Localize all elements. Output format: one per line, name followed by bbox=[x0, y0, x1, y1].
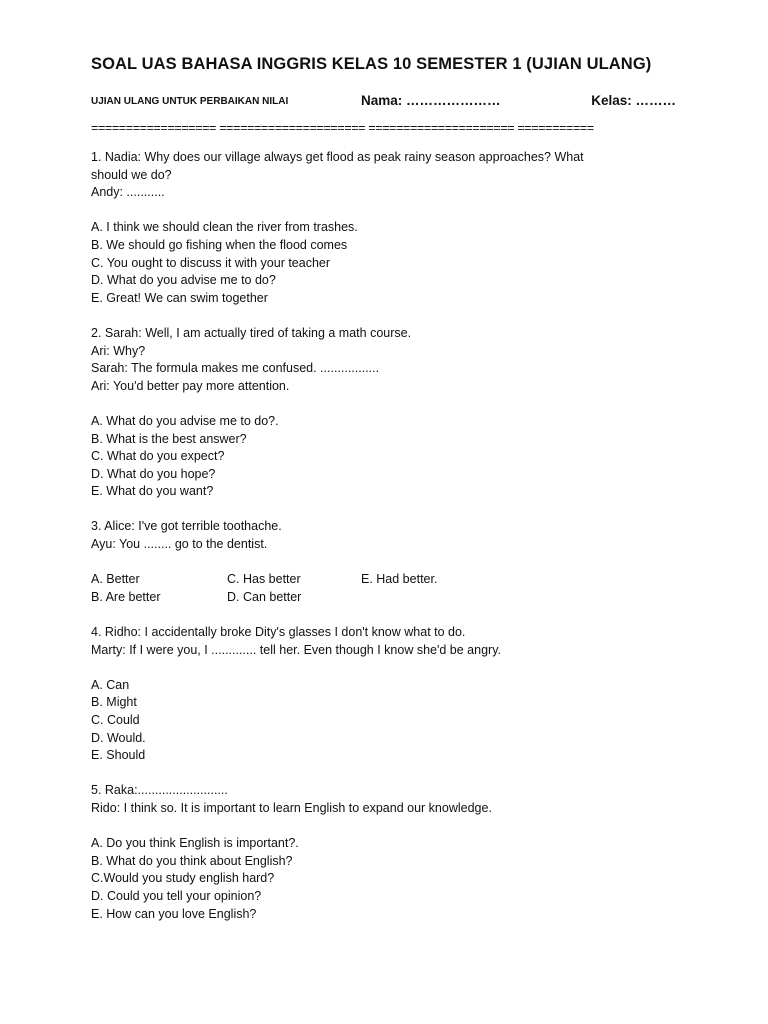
answer-option: A. Better bbox=[91, 572, 140, 587]
question-text: Rido: I think so. It is important to learn English to expand our knowledge. bbox=[91, 800, 492, 815]
answer-option: B. Are better bbox=[91, 589, 161, 604]
answer-option: A. What do you advise me to do?. bbox=[91, 413, 279, 428]
answer-option: C. Could bbox=[91, 713, 140, 727]
answer-option: D. Would. bbox=[91, 730, 146, 745]
answer-option: B. What do you think about English? bbox=[91, 853, 293, 868]
answer-option: E. How can you love English? bbox=[91, 906, 257, 921]
exam-title: SOAL UAS BAHASA INGGRIS KELAS 10 SEMESTER 1 (UJIAN ULANG) bbox=[91, 55, 652, 73]
question-list bbox=[91, 149, 691, 923]
answer-option: B. We should go fishing when the flood comes bbox=[91, 237, 348, 252]
answer-option: B. What is the best answer? bbox=[91, 431, 247, 446]
answer-option: A. Can bbox=[91, 677, 130, 692]
exam-subtitle: UJIAN ULANG UNTUK PERBAIKAN NILAI bbox=[91, 96, 289, 107]
question-4 bbox=[91, 624, 691, 782]
question-text: 3. Alice: I've got terrible toothache. bbox=[91, 519, 282, 534]
answer-option: D. Could you tell your opinion? bbox=[91, 888, 262, 903]
question-text: 5. Raka:.......................... bbox=[91, 783, 228, 798]
question-text: Ari: You'd better pay more attention. bbox=[91, 378, 290, 393]
answer-option: A. I think we should clean the river from trashes. bbox=[91, 220, 358, 235]
name-field-label: Nama: ………………… bbox=[361, 93, 501, 108]
answer-option: D. Can better bbox=[227, 589, 302, 604]
answer-option: C. What do you expect? bbox=[91, 449, 225, 464]
answer-option: E. What do you want? bbox=[91, 484, 214, 499]
answer-option: A. Do you think English is important?. bbox=[91, 836, 299, 851]
question-1 bbox=[91, 149, 691, 325]
question-text: Andy: ........... bbox=[91, 185, 165, 200]
answer-option: D. What do you advise me to do? bbox=[91, 273, 276, 288]
question-text: 4. Ridho: I accidentally broke Dity's glasses I don't know what to do. bbox=[91, 625, 466, 640]
question-text: Ayu: You ........ go to the dentist. bbox=[91, 537, 268, 552]
answer-option: C. Has better bbox=[227, 572, 301, 587]
answer-option: C.Would you study english hard? bbox=[91, 871, 275, 886]
answer-option: B. Might bbox=[91, 695, 137, 710]
question-3 bbox=[91, 518, 691, 624]
class-field-label: Kelas: ……… bbox=[591, 93, 676, 108]
answer-option: E. Great! We can swim together bbox=[91, 290, 268, 305]
question-text: 1. Nadia: Why does our village always get flood as peak rainy season approaches? What bbox=[91, 150, 584, 164]
answer-option-row bbox=[91, 589, 691, 607]
divider-line: ================== ===================== ===================== =========== bbox=[91, 121, 594, 135]
question-text: should we do? bbox=[91, 167, 172, 182]
answer-option: E. Should bbox=[91, 748, 146, 763]
answer-option: C. You ought to discuss it with your teacher bbox=[91, 255, 331, 270]
question-text: 2. Sarah: Well, I am actually tired of taking a math course. bbox=[91, 325, 412, 340]
question-text: Ari: Why? bbox=[91, 343, 146, 358]
question-text: Marty: If I were you, I ............. tell her. Even though I know she'd be angry. bbox=[91, 642, 501, 657]
answer-option-row bbox=[91, 571, 691, 589]
question-text: Sarah: The formula makes me confused. ................. bbox=[91, 361, 380, 376]
answer-option: E. Had better. bbox=[361, 572, 438, 587]
answer-option: D. What do you hope? bbox=[91, 466, 216, 481]
question-2 bbox=[91, 325, 691, 519]
question-5 bbox=[91, 782, 691, 923]
student-info-row bbox=[91, 93, 676, 111]
